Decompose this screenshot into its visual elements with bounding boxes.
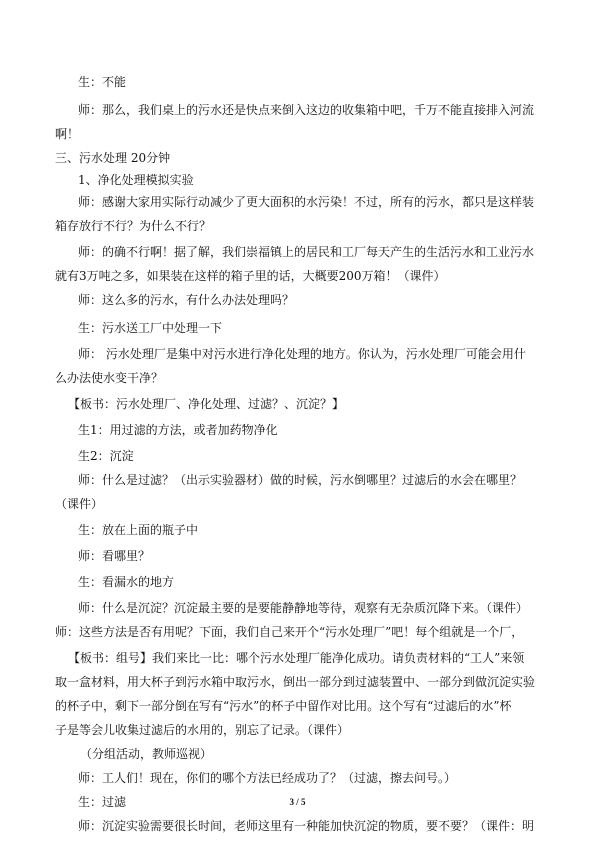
text-line: 师：这些方法是否有用呢？下面，我们自己来开个“污水处理厂”吧！每个组就是一个厂， xyxy=(55,625,524,639)
text-line: 子是等会儿收集过滤后的水用的，别忘了记录。（课件） xyxy=(55,723,350,737)
text-line: 生：不能 xyxy=(78,75,127,89)
text-line: 就有3万吨之多，如果装在这样的箱子里的话，大概要200万箱！（课件） xyxy=(55,269,446,283)
text-line: 箱存放行不行？为什么不行？ xyxy=(55,219,212,233)
text-line: 师：的确不行啊！据了解，我们崇福镇上的居民和工厂每天产生的生活污水和工业污水 xyxy=(78,245,535,259)
text-line: 取一盒材料，用大杯子到污水箱中取污水，倒出一部分到过滤装置中、一部分到做沉淀实验 xyxy=(55,675,536,689)
text-line: 师：这么多的污水，有什么办法处理吗？ xyxy=(78,293,295,307)
text-line: （分组活动，教师巡视） xyxy=(80,747,213,761)
text-line: 师：工人们！现在，你们的哪个方法已经成功了？（过滤，擦去问号。） xyxy=(78,771,457,785)
text-line: 生：放在上面的瓶子中 xyxy=(78,523,199,537)
text-line: （课件） xyxy=(55,497,104,511)
subsection-heading: 1、净化处理模拟实验 xyxy=(78,173,194,187)
board-note: 【板书：污水处理厂、净化处理、过滤？、沉淀？】 xyxy=(68,397,345,411)
text-line: 师：沉淀实验需要很长时间，老师这里有一种能加快沉淀的物质，要不要？（课件：明 xyxy=(78,819,535,833)
text-line: 的杯子中，剩下一部分倒在写有“污水”的杯子中留作对比用。这个写有“过滤后的水”杯 xyxy=(55,699,512,713)
text-line: 生1：用过滤的方法，或者加药物净化 xyxy=(78,423,278,437)
text-line: 师： 污水处理厂是集中对污水进行净化处理的地方。你认为，污水处理厂可能会用什 xyxy=(78,347,526,361)
text-line: 生：看漏水的地方 xyxy=(78,575,175,589)
text-line: 生：污水送工厂中处理一下 xyxy=(78,321,223,335)
text-line: 师：什么是过滤？（出示实验器材）做的时候，污水倒哪里？过滤后的水会在哪里？ xyxy=(78,473,523,487)
text-line: 生2：沉淀 xyxy=(78,449,134,463)
section-heading: 三、污水处理 20分钟 xyxy=(55,151,171,165)
page-number: 3 / 5 xyxy=(289,797,306,807)
text-line: 啊！ xyxy=(55,127,80,141)
text-line: 师：看哪里？ xyxy=(78,549,151,563)
text-line: 师：什么是沉淀？沉淀最主要的是要能静静地等待，观察有无杂质沉降下来。（课件） xyxy=(78,601,529,615)
text-line: 师：那么，我们桌上的污水还是快点来倒入这边的收集箱中吧，千万不能直接排入河流 xyxy=(78,103,535,117)
text-line: 生：过滤 xyxy=(78,795,127,809)
text-line: 么办法使水变干净？ xyxy=(55,371,164,385)
board-note: 【板书：组号】我们来比一比：哪个污水处理厂能净化成功。请负责材料的“工人”来领 xyxy=(68,651,525,665)
text-line: 师：感谢大家用实际行动减少了更大面积的水污染！不过，所有的污水，都只是这样装 xyxy=(78,195,535,209)
